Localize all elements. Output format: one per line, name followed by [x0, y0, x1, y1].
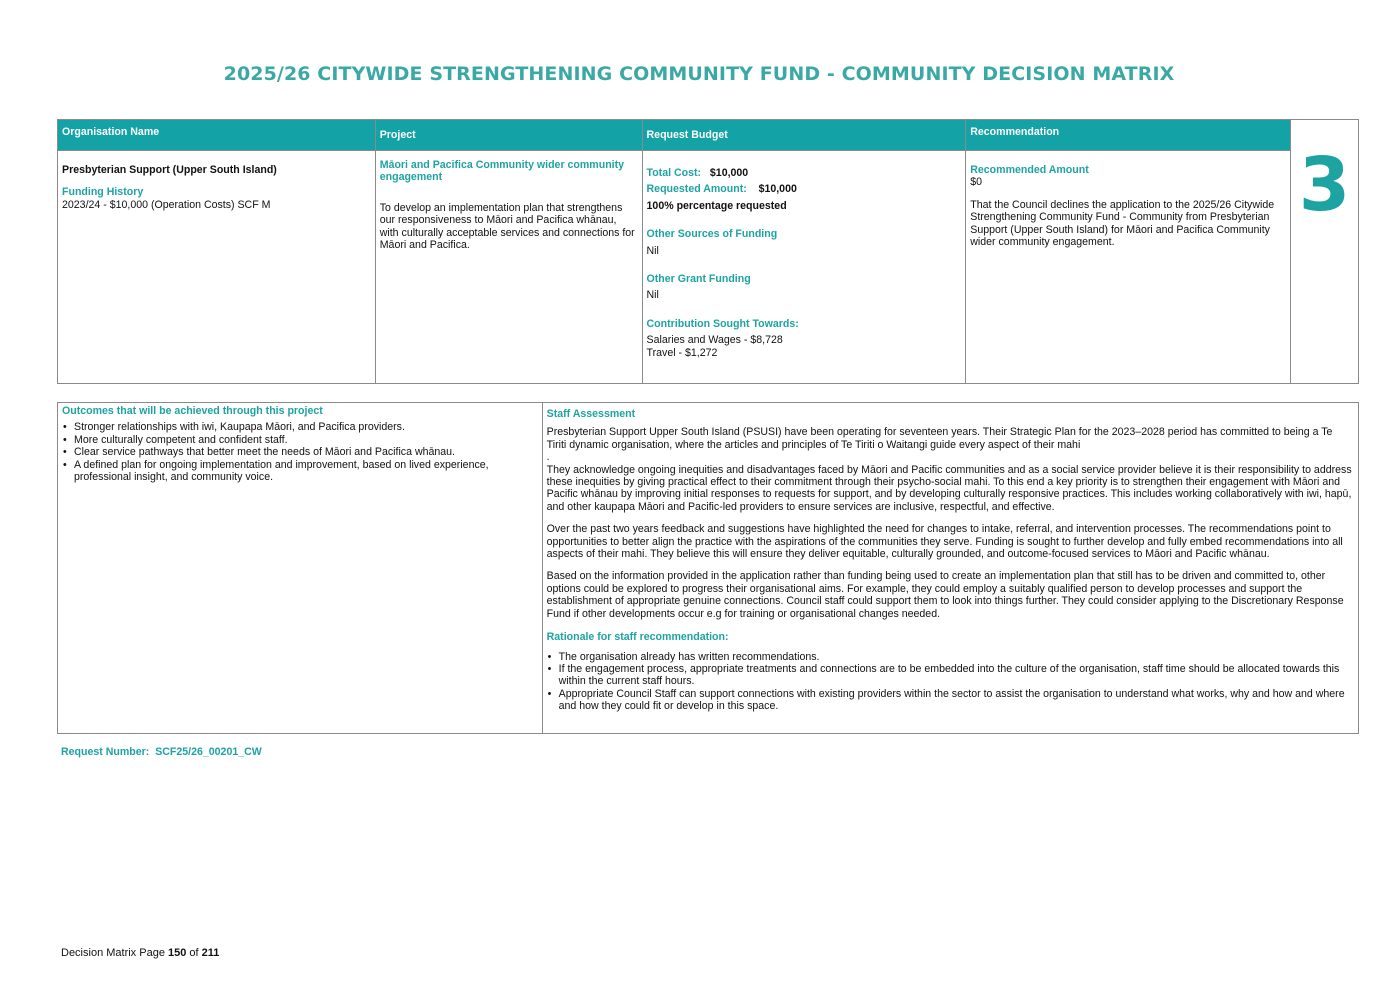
- application-summary-table: [57, 119, 1359, 384]
- outcomes-list: [62, 421, 538, 483]
- footer-prefix: Decision Matrix Page: [61, 947, 165, 959]
- recommended-amount-label: Recommended Amount: [970, 164, 1089, 176]
- recommendation-text: That the Council declines the application to the 2025/26 Citywide Strengthening Community Fund - Community from Presbyterian Support (Upper South Island) for Māori and Pacifica Community wider community engagement.: [970, 198, 1275, 249]
- funding-history-label: Funding History: [62, 186, 144, 199]
- other-sources-value: Nil: [646, 244, 659, 257]
- header-recommendation: Recommendation: [966, 120, 1291, 151]
- assessment-table: [57, 402, 1359, 734]
- staff-assessment-cell: [542, 403, 1358, 734]
- outcomes-cell: [58, 403, 543, 734]
- page-footer: [61, 947, 219, 959]
- list-item: • If the engagement process, appropriate treatments and connections are to be embedded into the culture of the organisation, staff time should be allocated towards this within the current staff hours.: [547, 663, 1354, 688]
- funding-history-value: 2023/24 - $10,000 (Operation Costs) SCF M: [62, 198, 271, 211]
- requested-amount-value: $10,000: [758, 183, 797, 196]
- other-sources-label: Other Sources of Funding: [646, 228, 778, 241]
- contribution-label: Contribution Sought Towards:: [646, 317, 799, 330]
- staff-assessment-heading: Staff Assessment: [546, 408, 636, 420]
- request-number: [61, 746, 262, 758]
- other-grant-label: Other Grant Funding: [646, 273, 751, 286]
- header-organisation-name: Organisation Name: [58, 120, 376, 151]
- assessment-paragraph: Presbyterian Support Upper South Island (PSUSI) have been operating for seventeen years. Their Strategic Plan for the 2023–2028 period has committed to being a Te Tiriti dynamic organisation, where the articles and principles of Te Tiriti o Waitangi guide every aspect of their mahi: [546, 426, 1333, 451]
- recommendation-cell: [966, 151, 1291, 384]
- budget-cell: [642, 151, 966, 384]
- assessment-paragraph-dot: .: [546, 451, 550, 464]
- recommended-amount-value: $0: [970, 176, 983, 189]
- request-number-label: Request Number:: [61, 746, 150, 758]
- assessment-paragraph: Based on the information provided in the application rather than funding being used to create an implementation plan that still has to be driven and committed to, other options could be explored to progress their organisational aims. For example, they could employ a suitably qualified person to develop processes and support the establishment of appropriate genuine connections. Council staff could support them to look into things further. They could consider applying to the Discretionary Response Fund if other developments occur e.g for training or organisational changes needed.: [546, 570, 1344, 620]
- list-item: • A defined plan for ongoing implementation and improvement, based on lived experience, professional insight, and community voice.: [62, 459, 538, 484]
- outcomes-heading: Outcomes that will be achieved through this project: [62, 405, 323, 417]
- header-request-budget: Request Budget: [642, 120, 966, 151]
- project-title: Māori and Pacifica Community wider community engagement: [379, 159, 625, 184]
- priority-cell: [1291, 120, 1359, 384]
- footer-of: of: [189, 947, 199, 959]
- organisation-cell: [58, 151, 376, 384]
- other-grant-value: Nil: [646, 289, 659, 302]
- project-cell: [375, 151, 642, 384]
- contribution-item: Salaries and Wages - $8,728: [646, 334, 783, 347]
- list-item: • The organisation already has written recommendations.: [547, 651, 1354, 663]
- total-cost-label: Total Cost:: [646, 167, 702, 179]
- assessment-paragraph: Over the past two years feedback and suggestions have highlighted the need for changes to intake, referral, and intervention processes. The recommendations point to opportunities to better align the practice with the aspirations of the communities they serve. Funding is sought to further develop and fully embed recommendations into all aspects of their mahi. They believe this will ensure they deliver equitable, culturally grounded, and outcome-focused services to Māori and Pacific whānau.: [546, 523, 1343, 561]
- project-description: To develop an implementation plan that strengthens our responsiveness to Māori and Pacifica whānau, with culturally acceptable services and connections for Māori and Pacifica.: [379, 201, 635, 252]
- footer-total-pages: 211: [201, 947, 220, 959]
- page-title: 2025/26 CITYWIDE STRENGTHENING COMMUNITY FUND - COMMUNITY DECISION MATRIX: [223, 63, 1175, 85]
- total-cost-value: $10,000: [709, 167, 749, 179]
- organisation-name: Presbyterian Support (Upper South Island): [62, 164, 277, 176]
- list-item: • Appropriate Council Staff can support connections with existing providers within the sector to assist the organisation to understand what works, why and how and where and how they could fit or develop in this space.: [547, 688, 1354, 713]
- request-number-value: SCF25/26_00201_CW: [155, 746, 262, 758]
- rationale-list: [547, 651, 1354, 713]
- contribution-item: Travel - $1,272: [646, 346, 718, 359]
- rationale-heading: Rationale for staff recommendation:: [546, 631, 729, 644]
- footer-page-number: 150: [168, 947, 187, 959]
- list-item: • Stronger relationships with iwi, Kaupapa Māori, and Pacifica providers.: [62, 421, 538, 433]
- assessment-paragraph: They acknowledge ongoing inequities and disadvantages faced by Māori and Pacific communities and as a social service provider believe it is their responsibility to address these inequities by giving practical effect to their commitment through their psycho-social mahi. To this end a key priority is to strengthen their engagement with Māori and Pacific whānau by improving initial responses to requests for support, and by developing culturally responsive practices. This includes working collaboratively with iwi, hapū, and other kaupapa Māori and Pacific-led providers to ensure services are inclusive, respectful, and effective.: [546, 463, 1352, 513]
- list-item: • Clear service pathways that better meet the needs of Māori and Pacifica whānau.: [62, 446, 538, 458]
- percentage-requested: 100% percentage requested: [646, 199, 787, 212]
- header-project: Project: [375, 120, 642, 151]
- requested-amount-label: Requested Amount:: [646, 183, 747, 196]
- list-item: • More culturally competent and confident staff.: [62, 434, 538, 446]
- priority-number: 3: [1298, 142, 1351, 228]
